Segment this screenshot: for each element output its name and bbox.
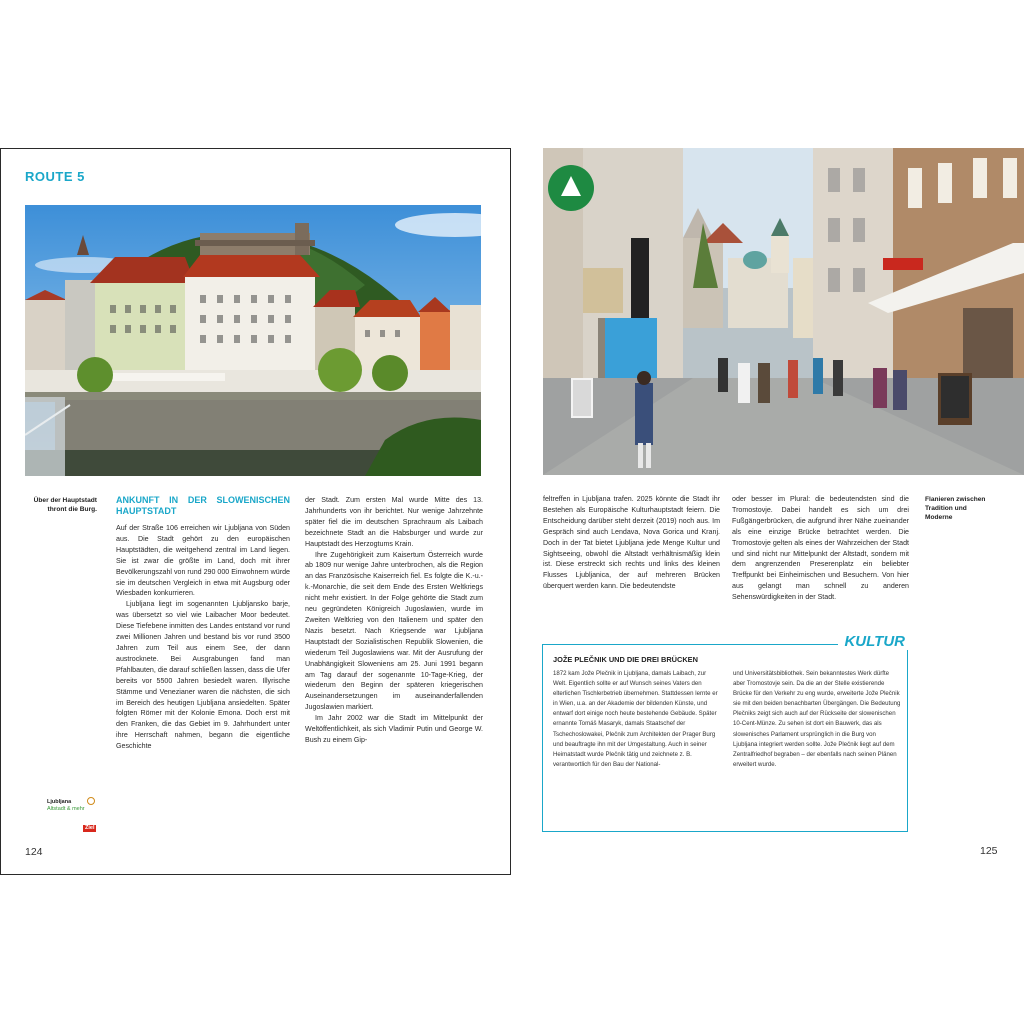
kultur-box xyxy=(542,633,908,832)
paragraph: Auf der Straße 106 erreichen wir Ljubljana von Süden aus. Die Stadt gehört zu den europäischen Hauptstädten, die weitgehend zentral im Land liegen. Sie ist zwar die größte im Land, doch mit ihrer Bevölkerungszahl von rund 290 000 Einwohnern würde sie im deutschen Vergleich in etwa mit Augsburg oder Wiesbaden konkurrieren. xyxy=(116,524,290,598)
paragraph: Ljubljana liegt im sogenannten Ljubljansko barje, was übersetzt so viel wie Laibacher Moor bedeutet. Diese Tiefebene inmitten des Landes entstand vor rund zwei Millionen Jahren und bestand bis vor rund 3500 Jahren zum Teil aus einem See, der dann austrocknete. Bei Ausgrabungen fand man Pfahlbauten, die darauf schließen lassen, dass die Ufer bereits vor 5500 Jahren besiedelt waren. Illyrische Stämme und Venezianer waren die nächsten, die sich im Bereich des heutigen Ljubljana ansiedelten. Später folgten Römer mit der Kolonie Emona. Doch erst mit den Franken, die das Gebiet im 9. Jahrhundert unter ihre Herrschaft nahmen, begann die eigentliche Geschichte xyxy=(116,600,290,751)
text-column-2 xyxy=(305,495,483,746)
box-column-2: und Universitätsbibliothek. Sein bekanntestes Werk dürfte aber Tromostovje sein. Da die an der Stelle existierende Brücke für den Verkehr zu eng wurde, erweiterte Jože Plečnik sie mit den beiden benachbarten Übergängen. Die Bedeutung Plečniks zeigt sich auch auf der Rückseite der slowenischen 10-Cent-Münze. Zu sehen ist dort ein Bauwerk, das als slowenisches Parlament ursprünglich in die Burg von Ljubljana integriert werden sollte. Jože Plečnik liegt auf dem Zentralfriedhof begraben – der ebenfalls nach seinen Plänen erweitert wurde. xyxy=(733,670,901,768)
box-column-1: 1872 kam Jože Plečnik in Ljubljana, damals Laibach, zur Welt. Eigentlich sollte er auf Wunsch seines Vaters den elterlichen Tischlerbetrieb übernehmen. Stattdessen lernte er in Wien, u.a. an der Akademie der bildenden Künste, und entwarf dort einige noch heute bestehende Gebäude. Später ernannte Tomáš Masaryk, damals Staatschef der Tschechoslowakei, Plečnik zum Architekten der Prager Burg und beauftragte ihn mit der Umgestaltung. Auch in seiner Heimatstadt wurde Plečnik tätig und zeichnete z. B. verantwortlich für den Bau der National- xyxy=(553,670,718,768)
badge-ziel: Ziel xyxy=(85,825,95,831)
paragraph: oder besser im Plural: die bedeutendsten sind die Tromostovje. Dabei handelt es sich um drei Fußgängerbrücken, die aufgrund ihrer Nähe zueinander als eine einzige Brücke betrachtet werden. Die Tromostovje gelten als eines der Wahrzeichen der Stadt und sind nicht nur Mittelpunkt der Altstadt, sondern mit dem angrenzenden Preserenplatz ein beliebter Treffpunkt bei Einheimischen und Besuchern. Von hier aus gelangt man schnell zu anderen Sehenswürdigkeiten in der Stadt. xyxy=(732,495,909,602)
location-pin-icon xyxy=(87,797,95,805)
text-column-3 xyxy=(543,494,720,592)
page-number: 124 xyxy=(25,846,43,858)
text-column-4 xyxy=(732,494,909,603)
text-column-1 xyxy=(116,495,290,752)
street-photo xyxy=(543,148,1024,475)
box-title: JOŽE PLEČNIK UND DIE DREI BRÜCKEN xyxy=(553,655,698,664)
photo-caption: Über der Hauptstadt thront die Burg. xyxy=(33,497,97,513)
right-page xyxy=(512,148,1024,875)
castle-photo xyxy=(25,205,481,476)
kultur-label: KULTUR xyxy=(838,633,911,650)
badge-sub: Altstadt & mehr xyxy=(47,805,85,812)
route-label: ROUTE 5 xyxy=(25,169,85,184)
left-page xyxy=(0,148,511,875)
page-number: 125 xyxy=(980,845,998,857)
route-badge xyxy=(47,799,99,831)
section-heading: ANKUNFT IN DER SLOWENISCHEN HAUPTSTADT xyxy=(116,495,290,516)
paragraph: feltreffen in Ljubljana trafen. 2025 könnte die Stadt ihr Bestehen als Europäische Kulturhauptstadt feiern. Die Entscheidung darüber steht derzeit (2019) noch aus. Im Gespräch sind auch Lendava, Nova Gorica und Kranj. Doch in der Tat bietet Ljubljana jede Menge Kultur und Sightseeing, obwohl die Altstadt verhältnismäßig klein ist. Diese erstreckt sich rechts und links des kleinen Flusses Ljubljanica, der auf mehreren Brücken überquert werden kann. Die bedeutendste xyxy=(543,495,720,591)
photo-caption: Flanieren zwischen Tradition und Moderne xyxy=(925,496,986,521)
paragraph: der Stadt. Zum ersten Mal wurde Mitte des 13. Jahrhunderts von ihr berichtet. Nur wenige Jahrzehnte später fiel die im deutschen Sprachraum als Laibach bezeichnete Stadt an die Habsburger und wurde zur Hauptstadt des Herzogtums Krain. xyxy=(305,496,483,548)
badge-city: Ljubljana xyxy=(47,799,72,805)
paragraph: Im Jahr 2002 war die Stadt im Mittelpunkt der Weltöffentlichkeit, als sich Vladimir Putin und George W. Bush zu einem Gip- xyxy=(305,714,483,744)
paragraph: Ihre Zugehörigkeit zum Kaisertum Österreich wurde ab 1809 nur wenige Jahre unterbrochen, als die Region an das Französische Kaiserreich fiel. Es folgte die K.-u.-k.-Monarchie, die seit dem Ende des Ersten Weltkriegs nicht mehr existiert. In der Folge gehörte die Stadt zum neu gegründeten Königreich Jugoslawien, wurde im Zweiten Weltkrieg von den Italienern und später den Nazis besetzt. Nach Kriegsende war Ljubljana Hauptstadt der Sozialistischen Republik Slowenien, die wiederum Teil Jugoslawiens war. Mit der Ausrufung der Unabhängigkeit Sloweniens am 25. Juni 1991 begann am Tag darauf der sogenannte 10-Tage-Krieg, der wiederum den Beginn der späteren kriegerischen Auseinandersetzungen im auseinanderfallenden Jugoslawien markiert. xyxy=(305,550,483,712)
